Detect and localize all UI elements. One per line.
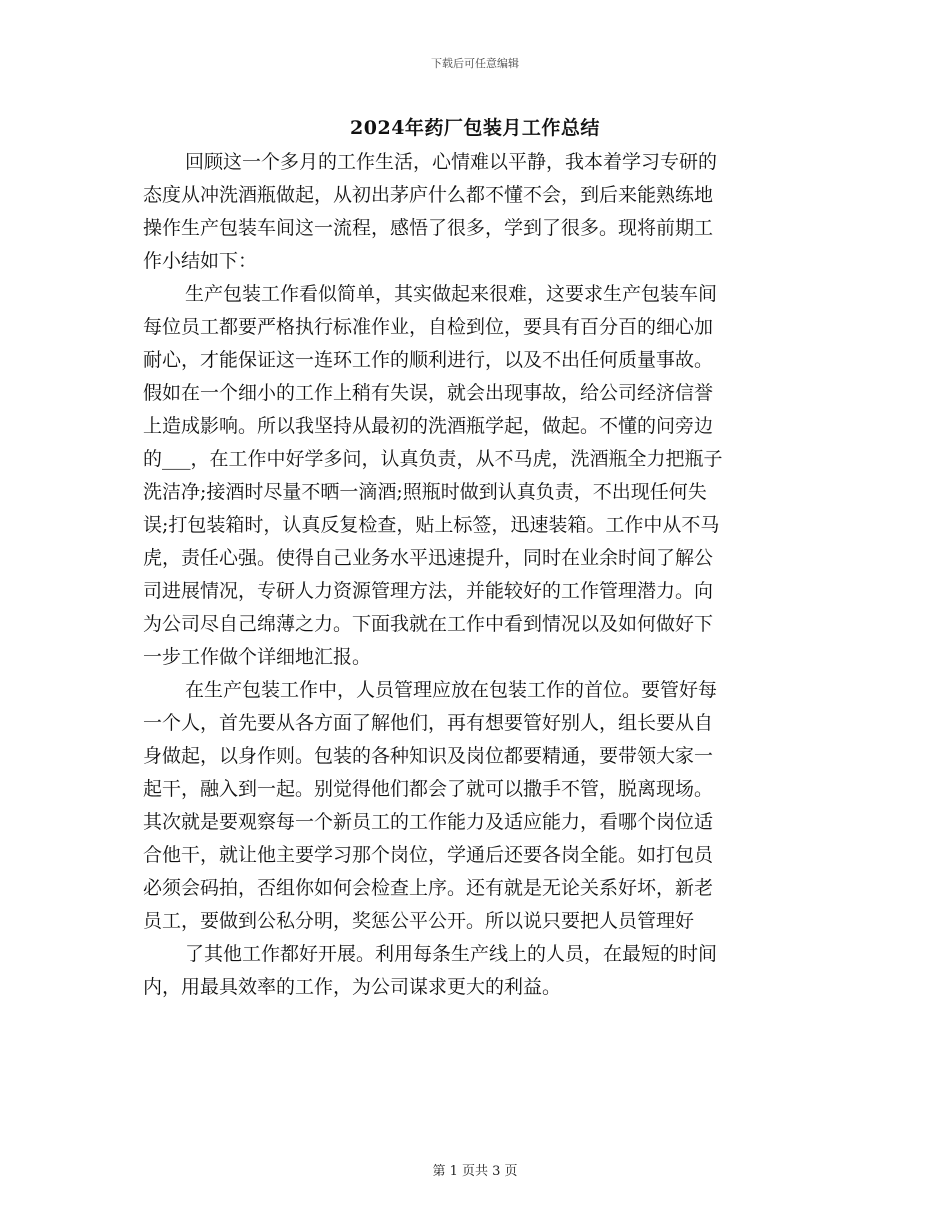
paragraph-2-line: 洗洁净;接酒时尽量不晒一滴酒;照瓶时做到认真负责，不出现任何失 [143,481,707,503]
paragraph-3-line: 在生产包装工作中，人员管理应放在包装工作的首位。要管好每 [185,679,718,701]
paragraph-3-line: 员工，要做到公私分明，奖惩公平公开。所以说只要把人员管理好 [143,910,695,932]
page-number: 第 1 页共 3 页 [432,1164,518,1179]
paragraph-2-line: 生产包装工作看似简单，其实做起来很难，这要求生产包装车间 [185,283,718,305]
paragraph-2-line: 一步工作做个详细地汇报。 [143,646,372,668]
paragraph-2-line: 耐心，才能保证这一连环工作的顺利进行，以及不出任何质量事故。 [143,349,714,371]
paragraph-3-line: 一个人，首先要从各方面了解他们，再有想要管好别人，组长要从自 [143,712,714,734]
paragraph-2-line: 司进展情况，专研人力资源管理方法，并能较好的工作管理潜力。向 [143,580,714,602]
paragraph-1-line: 回顾这一个多月的工作生活，心情难以平静，我本着学习专研的 [185,151,718,173]
paragraph-2-line: 误;打包装箱时，认真反复检查，贴上标签，迅速装箱。工作中从不马 [143,514,720,536]
paragraph-2-line: 为公司尽自己绵薄之力。下面我就在工作中看到情况以及如何做好下 [143,613,714,635]
paragraph-2-line: 的___，在工作中好学多问，认真负责，从不马虎，洗酒瓶全力把瓶子 [143,448,723,470]
paragraph-2-line: 虎，责任心强。使得自己业务水平迅速提升，同时在业余时间了解公 [143,547,714,569]
paragraph-4-line: 内，用最具效率的工作，为公司谋求更大的利益。 [143,976,562,998]
paragraph-1-line: 操作生产包装车间这一流程，感悟了很多，学到了很多。现将前期工 [143,217,714,239]
paragraph-3-line: 合他干，就让他主要学习那个岗位，学通后还要各岗全能。如打包员 [143,844,714,866]
paragraph-2-line: 每位员工都要严格执行标准作业，自检到位，要具有百分百的细心加 [143,316,714,338]
paragraph-3-line: 必须会码拍，否组你如何会检查上序。还有就是无论关系好坏，新老 [143,877,714,899]
document-body [143,146,807,1004]
paragraph-3-line: 起干，融入到一起。别觉得他们都会了就可以撒手不管，脱离现场。 [143,778,714,800]
paragraph-2-line: 上造成影响。所以我坚持从最初的洗酒瓶学起，做起。不懂的问旁边 [143,415,714,437]
paragraph-3-line: 其次就是要观察每一个新员工的工作能力及适应能力，看哪个岗位适 [143,811,714,833]
paragraph-1-line: 作小结如下： [143,250,258,272]
paragraph-1-line: 态度从冲洗酒瓶做起，从初出茅庐什么都不懂不会，到后来能熟练地 [143,184,714,206]
document-title: 2024年药厂包装月工作总结 [350,117,600,139]
paragraph-2-line: 假如在一个细小的工作上稍有失误，就会出现事故，给公司经济信誉 [143,382,714,404]
header-note: 下载后可任意编辑 [431,57,519,70]
paragraph-3-line: 身做起，以身作则。包装的各种知识及岗位都要精通，要带领大家一 [143,745,714,767]
paragraph-4-line: 了其他工作都好开展。利用每条生产线上的人员，在最短的时间 [185,943,718,965]
